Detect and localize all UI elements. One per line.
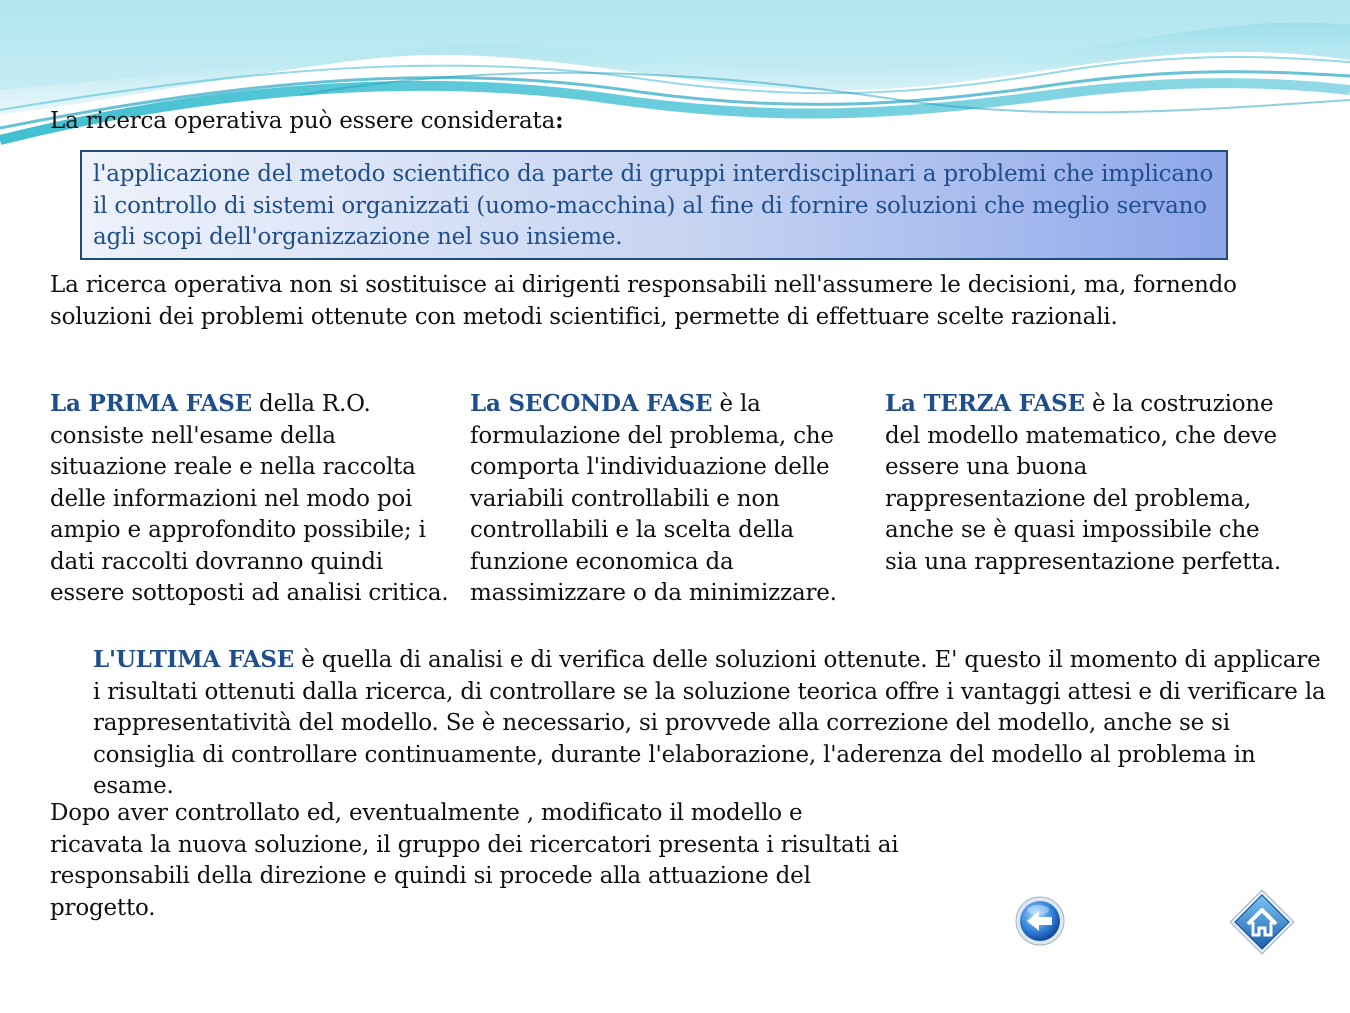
intro-text: La ricerca operativa può essere considerata bbox=[50, 108, 556, 134]
definition-text: l'applicazione del metodo scientifico da parte di gruppi interdisciplinari a problemi che implicano il controllo di sistemi organizzati (uomo-macchina) al fine di fornire soluzioni che meglio servano agli scopi dell'organizzazione nel suo insieme. bbox=[93, 161, 1214, 250]
last-phase-text: è quella di analisi e di verifica delle soluzioni ottenute. E' questo il momento di applicare i risultati ottenuti dalla ricerca, di controllare se la soluzione teorica offre i vantaggi attesi e di verificare la rappresentatività del modello. Se è necessario, si provvede alla correzione del modello, anche se si consiglia di controllare continuamente, durante l'elaborazione, l'aderenza del modello al problema in esame. bbox=[93, 647, 1326, 799]
conclusion-paragraph: Dopo aver controllato ed, eventualmente , modificato il modello e ricavata la nuova soluzione, il gruppo dei ricercatori presenta i risultati ai responsabili della direzione e quindi si procede alla attuazione del progetto. bbox=[50, 800, 899, 921]
phase-column-3 bbox=[885, 388, 1285, 578]
home-button[interactable] bbox=[1228, 888, 1296, 956]
intro-line bbox=[50, 105, 563, 138]
phase-1-heading: La PRIMA FASE bbox=[50, 390, 252, 417]
last-phase-paragraph bbox=[93, 644, 1333, 803]
phase-2-text: è la formulazione del problema, che comporta l'individuazione delle variabili controllabili e non controllabili e la scelta della funzione economica da massimizzare o da minimizzare. bbox=[470, 391, 837, 606]
phase-2-heading: La SECONDA FASE bbox=[470, 390, 713, 417]
phase-3-text: è la costruzione del modello matematico, che deve essere una buona rappresentazione del problema, anche se è quasi impossibile che sia una rappresentazione perfetta. bbox=[885, 391, 1281, 575]
header-wave-decoration bbox=[0, 0, 1350, 170]
role-paragraph: La ricerca operativa non si sostituisce ai dirigenti responsabili nell'assumere le decisioni, ma, fornendo soluzioni dei problemi ottenute con metodi scientifici, permette di effettuare scelte razionali. bbox=[50, 272, 1237, 330]
phase-column-2 bbox=[470, 388, 870, 610]
phase-column-1 bbox=[50, 388, 450, 610]
back-button[interactable] bbox=[1014, 895, 1066, 947]
phase-3-heading: La TERZA FASE bbox=[885, 390, 1085, 417]
phase-1-text: della R.O. consiste nell'esame della situazione reale e nella raccolta delle informazioni nel modo poi ampio e approfondito possibile; i dati raccolti dovranno quindi essere sottoposti ad analisi critica. bbox=[50, 391, 449, 606]
last-phase-heading: L'ULTIMA FASE bbox=[93, 646, 295, 673]
intro-colon: : bbox=[555, 107, 564, 134]
